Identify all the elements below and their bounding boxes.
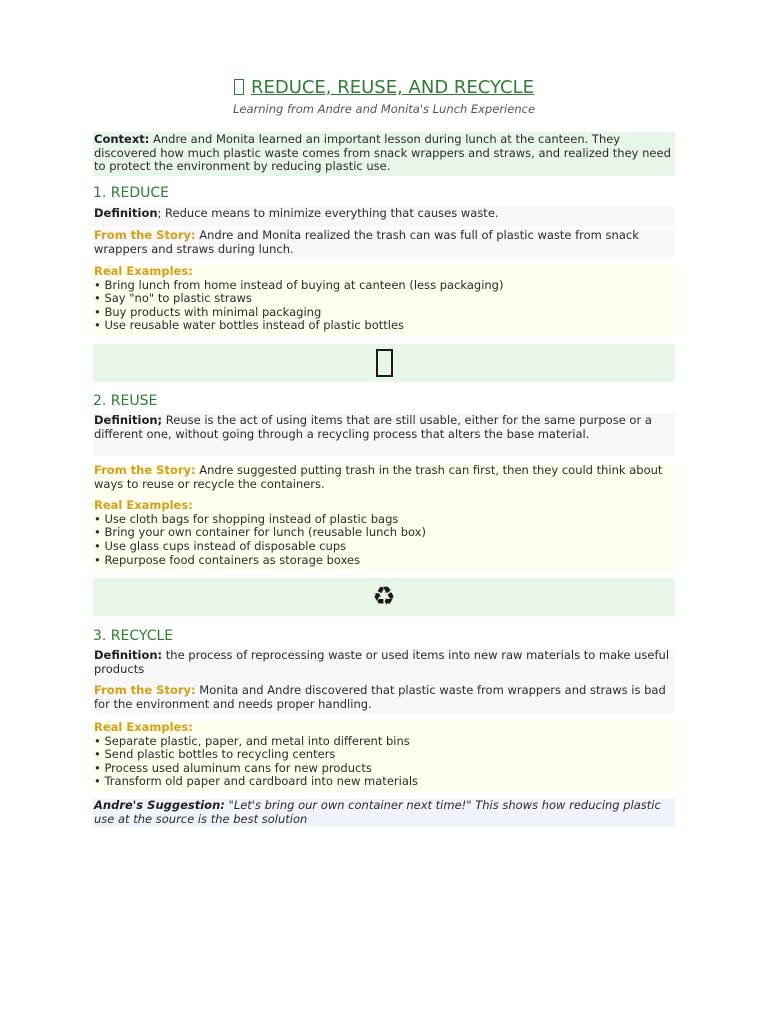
reuse-story bbox=[94, 464, 674, 491]
list-item: • Separate plastic, paper, and metal into different bins bbox=[94, 735, 674, 749]
list-item: • Buy products with minimal packaging bbox=[94, 306, 674, 320]
context-text: Andre and Monita learned an important lesson during lunch at the canteen. They discovered how much plastic waste comes from snack wrappers and straws, and realized they need to protect the environment by reducing plastic use. bbox=[94, 132, 671, 174]
definition-text: the process of reprocessing waste or used items into new raw materials to make useful products bbox=[94, 648, 670, 676]
recycle-definition bbox=[94, 649, 674, 676]
story-label: From the Story: bbox=[94, 683, 196, 698]
reuse-story-and-examples bbox=[93, 464, 675, 570]
reduce-story bbox=[93, 229, 675, 257]
story-label: From the Story: bbox=[94, 463, 196, 477]
document-subtitle: Learning from Andre and Monita's Lunch Experience bbox=[232, 102, 536, 116]
recycle-definition-and-story bbox=[93, 649, 675, 713]
story-text: Andre suggested putting trash in the trash can first, then they could think about ways to reuse or recycle the containers. bbox=[94, 463, 663, 491]
story-text: Monita and Andre discovered that plastic waste from wrappers and straws is bad for the environment and needs proper handling. bbox=[94, 683, 666, 711]
examples-label: Real Examples: bbox=[94, 264, 193, 278]
section-heading-reduce: 1. REDUCE bbox=[93, 185, 170, 201]
list-item: • Use glass cups instead of disposable cups bbox=[94, 540, 674, 554]
story-text: Andre and Monita realized the trash can was full of plastic waste from snack wrappers and straws during lunch. bbox=[94, 228, 639, 256]
definition-label: Definition bbox=[94, 206, 158, 220]
list-item: • Use reusable water bottles instead of plastic bottles bbox=[94, 319, 674, 333]
list-item: • Process used aluminum cans for new products bbox=[94, 762, 674, 776]
missing-glyph-icon bbox=[376, 349, 393, 377]
list-item: • Bring lunch from home instead of buying at canteen (less packaging) bbox=[94, 279, 674, 293]
definition-text: Reuse is the act of using items that are still usable, either for the same purpose or a different one, without going through a recycling process that alters the base material. bbox=[94, 413, 652, 441]
list-item: • Use cloth bags for shopping instead of plastic bags bbox=[94, 513, 674, 527]
context-box bbox=[93, 132, 675, 176]
document-title-text: REDUCE, REUSE, AND RECYCLE bbox=[250, 77, 535, 98]
examples-label: Real Examples: bbox=[94, 498, 193, 513]
list-item: • Repurpose food containers as storage boxes bbox=[94, 554, 674, 568]
list-item: • Bring your own container for lunch (reusable lunch box) bbox=[94, 526, 674, 540]
document-title bbox=[93, 77, 675, 99]
definition-label: Definition; bbox=[94, 413, 163, 427]
suggestion-box bbox=[93, 799, 675, 827]
examples-list bbox=[94, 279, 674, 333]
divider-2 bbox=[93, 578, 675, 616]
section-heading-reuse: 2. REUSE bbox=[93, 393, 158, 409]
story-label: From the Story: bbox=[94, 228, 196, 242]
reduce-examples bbox=[93, 265, 675, 335]
missing-glyph-icon bbox=[234, 79, 244, 95]
definition-text: ; Reduce means to minimize everything that causes waste. bbox=[157, 206, 499, 220]
examples-list bbox=[94, 735, 674, 789]
list-item: • Send plastic bottles to recycling centers bbox=[94, 748, 674, 762]
reduce-definition bbox=[93, 207, 675, 227]
examples-list bbox=[94, 513, 674, 567]
context-label: Context: bbox=[94, 132, 150, 146]
recycle-examples bbox=[93, 721, 675, 791]
examples-label: Real Examples: bbox=[94, 720, 193, 734]
recycle-icon: ♻ bbox=[372, 582, 396, 612]
list-item: • Say "no" to plastic straws bbox=[94, 292, 674, 306]
recycle-story bbox=[94, 684, 674, 711]
list-item: • Transform old paper and cardboard into new materials bbox=[94, 775, 674, 789]
divider-1 bbox=[93, 344, 675, 382]
reuse-definition bbox=[93, 414, 675, 456]
suggestion-text: "Let's bring our own container next time!" This shows how reducing plastic use at the source is the best solution bbox=[94, 798, 661, 826]
suggestion-label: Andre's Suggestion: bbox=[94, 798, 225, 812]
section-heading-recycle: 3. RECYCLE bbox=[93, 628, 174, 644]
definition-label: Definition: bbox=[94, 648, 163, 662]
